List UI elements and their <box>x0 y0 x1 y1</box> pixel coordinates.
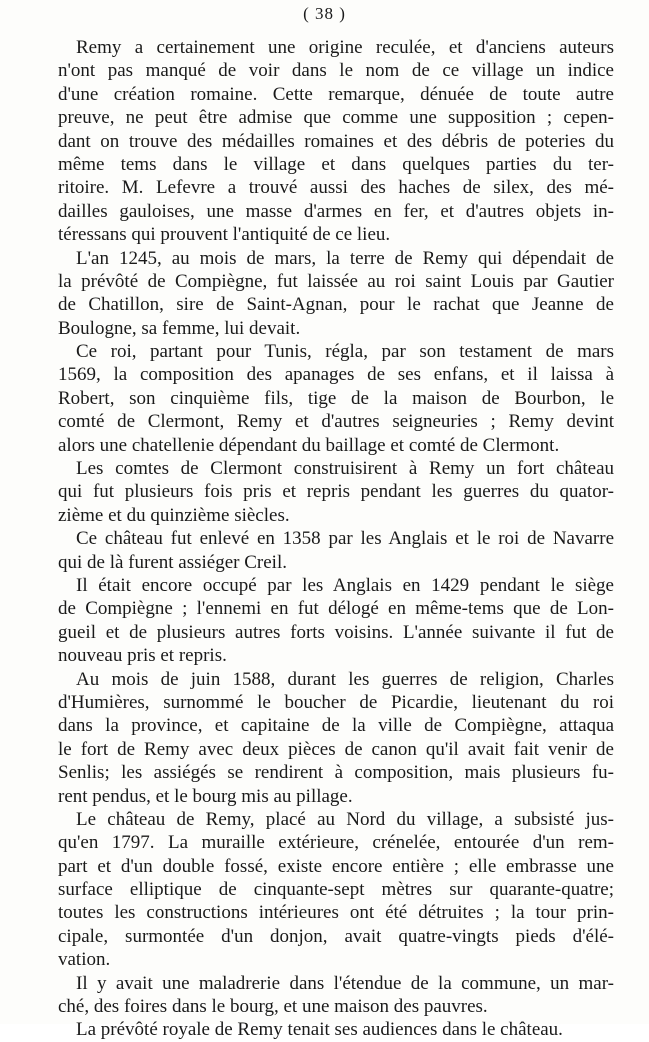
text-line: même tems dans le village et dans quelques parties du ter- <box>58 153 614 175</box>
text-line: Robert, son cinquième fils, tige de la maison de Bourbon, le <box>58 387 614 409</box>
text-line: Le château de Remy, placé au Nord du village, a subsisté jus- <box>76 808 614 830</box>
text-line: Senlis; les assiégés se rendirent à composition, mais plusieurs fu- <box>58 762 614 784</box>
text-line: d'Humières, surnommé le boucher de Picardie, lieutenant du roi <box>58 691 614 713</box>
text-line: part et d'un double fossé, existe encore entière ; elle embrasse une <box>58 855 614 877</box>
text-line: Au mois de juin 1588, durant les guerres de religion, Charles <box>76 668 614 690</box>
text-line: surface elliptique de cinquante-sept mètres sur quarante-quatre; <box>58 879 614 901</box>
text-line: qui fut plusieurs fois pris et repris pendant les guerres du quator- <box>58 481 614 503</box>
page-number: ( 38 ) <box>303 4 346 23</box>
text-line: cipale, surmontée d'un donjon, avait quatre-vingts pieds d'élé- <box>58 925 614 947</box>
text-line: le fort de Remy avec deux pièces de canon qu'il avait fait venir de <box>58 738 614 760</box>
text-line: Ce château fut enlevé en 1358 par les Anglais et le roi de Navarre <box>76 528 614 550</box>
body-text <box>58 36 614 1042</box>
text-line: la prévôté de Compiègne, fut laissée au roi saint Louis par Gautier <box>58 270 614 292</box>
text-line: toutes les constructions intérieures ont été détruites ; la tour prin- <box>58 902 614 924</box>
text-line: dailles gauloises, une masse d'armes en fer, et d'autres objets in- <box>58 200 614 222</box>
text-line: Ce roi, partant pour Tunis, régla, par son testament de mars <box>76 341 614 363</box>
text-line: gueil et de plusieurs autres forts voisins. L'année suivante il fut de <box>58 621 614 643</box>
text-line: La prévôté royale de Remy tenait ses audiences dans le château. <box>76 1019 563 1041</box>
text-line: téressans qui prouvent l'antiquité de ce lieu. <box>58 224 391 246</box>
text-line: Remy a certainement une origine reculée, et d'anciens auteurs <box>76 37 614 58</box>
text-line: alors une chatellenie dépendant du baillage et comté de Clermont. <box>58 434 560 456</box>
text-line: vation. <box>58 949 111 971</box>
text-line: Il était encore occupé par les Anglais en 1429 pendant le siège <box>76 574 614 596</box>
text-line: qui de là furent assiéger Creil. <box>58 551 287 573</box>
text-line: dant on trouve des médailles romaines et des débris de poteries du <box>58 130 614 152</box>
text-line: d'une création romaine. Cette remarque, dénuée de toute autre <box>58 83 614 105</box>
text-line: 1569, la composition des apanages de ses enfans, et il laissa à <box>58 364 614 386</box>
text-line: n'ont pas manqué de voir dans le nom de ce village un indice <box>58 60 614 82</box>
text-line: Boulogne, sa femme, lui devait. <box>58 317 301 339</box>
text-line: Les comtes de Clermont construisirent à Remy un fort château <box>76 458 614 480</box>
text-line: de Chatillon, sire de Saint-Agnan, pour le rachat que Jeanne de <box>58 294 614 316</box>
text-line: L'an 1245, au mois de mars, la terre de Remy qui dépendait de <box>76 247 614 269</box>
text-line: preuve, ne peut être admise que comme une supposition ; cepen- <box>58 107 614 129</box>
text-line: nouveau pris et repris. <box>58 645 227 667</box>
text-line: ché, des foires dans le bourg, et une maison des pauvres. <box>58 996 488 1018</box>
text-line: comté de Clermont, Remy et d'autres seigneuries ; Remy devint <box>58 411 614 433</box>
text-line: qu'en 1797. La muraille extérieure, crénelée, entourée d'un rem- <box>58 832 614 854</box>
text-line: Il y avait une maladrerie dans l'étendue de la commune, un mar- <box>76 972 614 994</box>
text-line: de Compiègne ; l'ennemi en fut délogé en même-tems que de Lon- <box>58 598 614 620</box>
text-line: rent pendus, et le bourg mis au pillage. <box>58 785 353 807</box>
text-line: ritoire. M. Lefevre a trouvé aussi des haches de silex, des mé- <box>58 177 614 199</box>
text-line: zième et du quinzième siècles. <box>58 504 290 526</box>
text-line: dans la province, et capitaine de la ville de Compiègne, attaqua <box>58 715 614 737</box>
